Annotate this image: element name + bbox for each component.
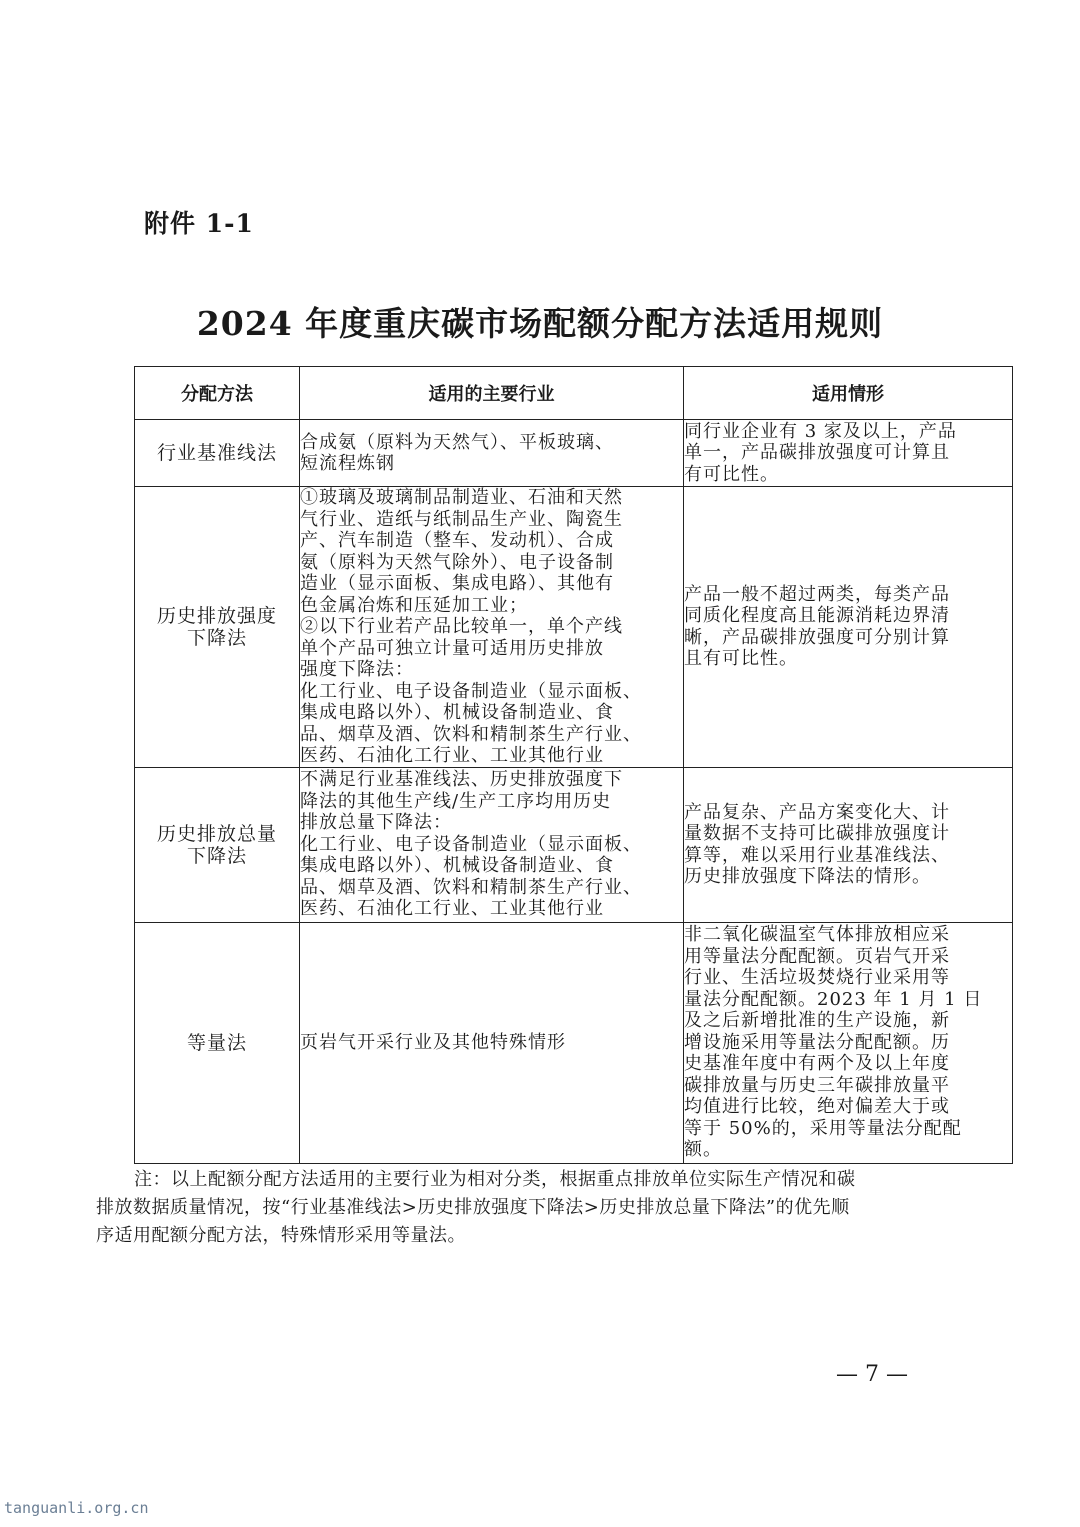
cell-line: 算等，难以采用行业基准线法、	[684, 844, 950, 866]
note-line: 注：以上配额分配方法适用的主要行业为相对分类，根据重点排放单位实际生产情况和碳	[134, 1169, 856, 1190]
cell-line: 页岩气开采行业及其他特殊情形	[300, 1031, 566, 1053]
cell-line: 行业基准线法	[156, 442, 277, 464]
cell-line: 等于 50%的，采用等量法分配配	[684, 1117, 962, 1139]
cell-line: 排放总量下降法：	[300, 812, 452, 834]
cell-line: 集成电路以外）、机械设备制造业、食	[300, 855, 614, 877]
cell-line: 色金属冶炼和压延加工业；	[300, 594, 528, 616]
cell-line: 医药、石油化工行业、工业其他行业	[300, 898, 604, 920]
cell-line: 化工行业、电子设备制造业（显示面板、	[300, 680, 642, 702]
method-cell	[135, 487, 300, 768]
table-row	[135, 420, 1013, 487]
cell-line: 历史排放总量	[156, 822, 277, 845]
note-line: 序适用配额分配方法，特殊情形采用等量法。	[96, 1225, 466, 1246]
header-scenario: 适用情形	[684, 367, 1013, 420]
cell-line: 短流程炼钢	[300, 453, 395, 474]
cell-line: 化工行业、电子设备制造业（显示面板、	[300, 833, 642, 855]
header-method: 分配方法	[135, 367, 300, 420]
cell-line: 产品复杂、产品方案变化大、计	[684, 801, 950, 823]
cell-line: 品、烟草及酒、饮料和精制茶生产行业、	[300, 876, 642, 898]
cell-line: 及之后新增批准的生产设施，新	[684, 1010, 950, 1032]
cell-line: 下降法	[186, 626, 247, 649]
cell-line: 氨（原料为天然气除外）、电子设备制	[300, 551, 614, 573]
allocation-rules-table	[134, 366, 1013, 1164]
cell-line: 非二氧化碳温室气体排放相应采	[684, 924, 950, 946]
cell-line: 不满足行业基准线法、历史排放强度下	[300, 769, 623, 791]
industry-cell	[300, 487, 684, 768]
cell-line: 产品一般不超过两类，每类产品	[684, 583, 950, 605]
cell-line: 合成氨（原料为天然气）、平板玻璃、	[300, 431, 614, 453]
cell-line: 下降法	[186, 844, 247, 867]
table-row	[135, 922, 1013, 1163]
cell-line: 行业、生活垃圾焚烧行业采用等	[684, 967, 950, 989]
cell-line: 等量法	[186, 1031, 247, 1054]
method-cell	[135, 767, 300, 922]
table-row	[135, 487, 1013, 768]
header-industry: 适用的主要行业	[300, 367, 684, 420]
method-cell	[135, 420, 300, 487]
method-cell	[135, 922, 300, 1163]
note-line: 排放数据质量情况，按“行业基准线法>历史排放强度下降法>历史排放总量下降法”的优先顺	[96, 1197, 850, 1218]
cell-line: 历史排放强度下降法的情形。	[684, 866, 931, 887]
cell-line: 同质化程度高且能源消耗边界清	[684, 605, 950, 627]
industry-cell	[300, 420, 684, 487]
cell-line: 同行业企业有 3 家及以上，产品	[684, 420, 957, 442]
industry-cell	[300, 922, 684, 1163]
cell-line: 量法分配配额。2023 年 1 月 1 日	[684, 988, 983, 1010]
cell-line: 量数据不支持可比碳排放强度计	[684, 823, 950, 844]
cell-line: ①玻璃及玻璃制品制造业、石油和天然	[300, 487, 623, 508]
cell-line: 气行业、造纸与纸制品生产业、陶瓷生	[300, 508, 623, 530]
scenario-cell	[684, 922, 1013, 1163]
cell-line: 有可比性。	[684, 463, 779, 485]
cell-line: 强度下降法：	[300, 659, 414, 680]
page-number: — 7 —	[836, 1362, 908, 1387]
scenario-cell	[684, 487, 1013, 768]
cell-line: 用等量法分配配额。页岩气开采	[684, 945, 950, 967]
cell-line: 晰，产品碳排放强度可分别计算	[684, 626, 950, 648]
cell-line: 单个产品可独立计量可适用历史排放	[300, 637, 604, 659]
watermark: tanguanli.org.cn	[4, 1499, 149, 1517]
cell-line: 史基准年度中有两个及以上年度	[684, 1053, 950, 1075]
cell-line: 额。	[684, 1139, 722, 1161]
cell-line: 产、汽车制造（整车、发动机）、合成	[300, 530, 614, 551]
cell-line: 降法的其他生产线/生产工序均用历史	[300, 790, 612, 812]
cell-line: 且有可比性。	[684, 648, 798, 670]
cell-line: 碳排放量与历史三年碳排放量平	[684, 1074, 950, 1096]
industry-cell	[300, 767, 684, 922]
table-row	[135, 767, 1013, 922]
scenario-cell	[684, 420, 1013, 487]
cell-line: 单一，产品碳排放强度可计算且	[684, 442, 950, 464]
cell-line: 均值进行比较，绝对偏差大于或	[684, 1096, 950, 1118]
cell-line: ②以下行业若产品比较单一，单个产线	[300, 616, 623, 637]
cell-line: 造业（显示面板、集成电路）、其他有	[300, 573, 614, 594]
attachment-label: 附件 1-1	[144, 209, 254, 238]
scenario-cell	[684, 767, 1013, 922]
cell-line: 增设施采用等量法分配配额。历	[684, 1031, 950, 1053]
cell-line: 集成电路以外）、机械设备制造业、食	[300, 702, 614, 723]
cell-line: 医药、石油化工行业、工业其他行业	[300, 745, 604, 766]
cell-line: 品、烟草及酒、饮料和精制茶生产行业、	[300, 723, 642, 745]
page-title: 2024 年度重庆碳市场配额分配方法适用规则	[196, 304, 884, 343]
table-header-row	[135, 367, 1013, 420]
table-note	[96, 1166, 986, 1250]
cell-line: 历史排放强度	[156, 604, 277, 627]
